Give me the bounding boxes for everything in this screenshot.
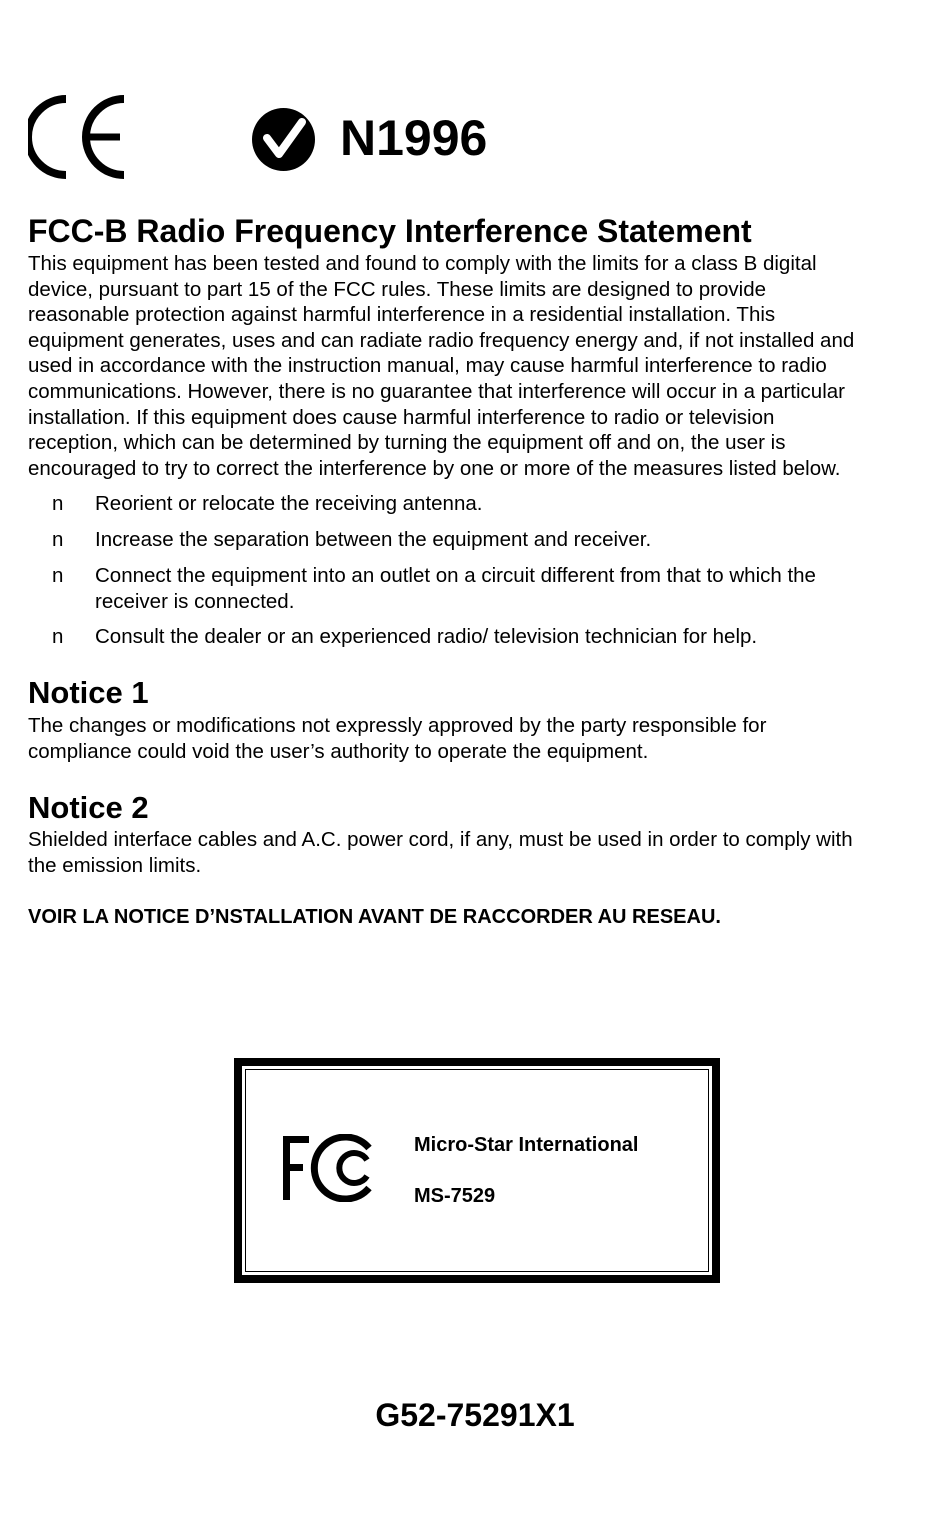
ctick-registration-number: N1996 — [340, 110, 488, 166]
bullet-marker: n — [52, 625, 64, 648]
paragraph-line: communications. However, there is no guarantee that interference will occur in a particular — [28, 379, 845, 403]
list-item-line: Connect the equipment into an outlet on a circuit different from that to which the — [95, 564, 816, 587]
installation-warning: VOIR LA NOTICE D’NSTALLATION AVANT DE RACCORDER AU RESEAU. — [28, 906, 721, 928]
list-item-line: Consult the dealer or an experienced radio/ television technician for help. — [95, 625, 758, 648]
fcc-statement-heading: FCC-B Radio Frequency Interference Statement — [28, 213, 752, 249]
paragraph-line: device, pursuant to part 15 of the FCC rules. These limits are designed to provide — [28, 277, 767, 301]
notice-line: Shielded interface cables and A.C. power cord, if any, must be used in order to comply with — [28, 828, 853, 851]
list-item-line: receiver is connected. — [95, 589, 295, 613]
fcc-label-company: Micro-Star International — [414, 1134, 639, 1156]
list-item-text — [95, 563, 816, 614]
paragraph-line: equipment generates, uses and can radiate radio frequency energy and, if not installed and — [28, 328, 855, 352]
list-item-text — [95, 527, 651, 553]
paragraph-line: reasonable protection against harmful interference in a residential installation. This — [28, 303, 776, 327]
notice-line: compliance could void the user’s authority to operate the equipment. — [28, 739, 649, 763]
notice-line: The changes or modifications not expressly approved by the party responsible for — [28, 714, 767, 737]
bullet-marker: n — [52, 564, 64, 587]
bullet-marker: n — [52, 528, 64, 551]
list-item-text — [95, 624, 757, 650]
notice-2-text — [28, 827, 853, 878]
paragraph-line: encouraged to try to correct the interference by one or more of the measures listed below. — [28, 456, 841, 480]
notice-2-heading: Notice 2 — [28, 790, 149, 825]
list-item-text — [95, 491, 482, 517]
paragraph-line: This equipment has been tested and found to comply with the limits for a class B digital — [28, 252, 817, 275]
c-tick-mark-icon — [252, 108, 315, 171]
notice-line: the emission limits. — [28, 853, 202, 877]
paragraph-line: installation. If this equipment does cause harmful interference to radio or television — [28, 405, 775, 429]
paragraph-line: used in accordance with the instruction manual, may cause harmful interference to radio — [28, 354, 827, 378]
ce-mark-icon — [28, 95, 130, 179]
list-item-line: Reorient or relocate the receiving antenna. — [95, 492, 483, 515]
notice-1-text — [28, 713, 766, 764]
fcc-label-model: MS-7529 — [414, 1185, 496, 1207]
bullet-marker: n — [52, 492, 64, 515]
list-item-line: Increase the separation between the equipment and receiver. — [95, 528, 652, 551]
fcc-statement-paragraph — [28, 251, 854, 481]
part-number: G52-75291X1 — [375, 1397, 575, 1433]
notice-1-heading: Notice 1 — [28, 675, 149, 710]
paragraph-line: reception, which can be determined by turning the equipment off and on, the user is — [28, 431, 786, 455]
fcc-logo-icon — [283, 1134, 377, 1202]
